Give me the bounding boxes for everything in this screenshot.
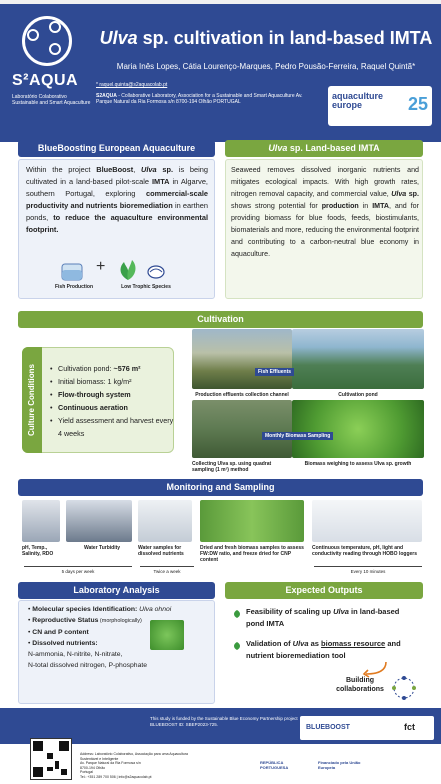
output-text: Validation of (246, 639, 293, 648)
imta-text-h: , and for providing biomass for blue foods, feeds, biostimulants, biomaterials and more, reducing the environmental footprint and contributing to a carbon-neutral blue economy in aquaculture. (231, 202, 419, 258)
funding-logos (300, 716, 434, 740)
aquaculture-europe-logo (328, 86, 432, 126)
fct-logo: fct (404, 722, 415, 732)
eu-funding-logo: Financiado pela União Europeia (318, 760, 361, 770)
tag-monthly-sampling: Monthly Biomass Sampling (262, 432, 333, 440)
network-dots-icon (392, 676, 416, 700)
photo-water-samples (138, 500, 192, 542)
freq-10min: Every 10 minutes (350, 569, 386, 574)
bb-text-b: BlueBoost (96, 165, 134, 174)
condition-text: Yield assessment and harvest every 4 weeks (58, 416, 174, 438)
bivalve-icon (146, 262, 166, 280)
logo-name: S²AQUA (12, 72, 79, 89)
outputs-heading: Expected Outputs (225, 582, 423, 599)
photo-ulva-microscope (150, 620, 184, 650)
blueboost-logo: BLUEBOOST (306, 724, 350, 731)
output-italic: Ulva (292, 639, 309, 648)
low-trophic-label: Low Trophic Species (121, 284, 171, 290)
logo-subtitle: Laboratório Colaborativo Sustainable and Smart Aquaculture (12, 94, 91, 106)
cultivation-heading: Cultivation (18, 311, 423, 328)
logo-node-icon (27, 29, 39, 41)
imta-text-b: Ulva (391, 190, 407, 198)
imta-heading-italic: Ulva (268, 143, 288, 153)
output-text: Feasibility of scaling up (246, 607, 334, 616)
lab-item: • CN and P content (28, 629, 89, 636)
bb-text-g: IMTA (151, 177, 170, 186)
condition-bold: ~576 m² (113, 364, 141, 373)
s2aqua-logo-icon (22, 16, 72, 66)
building-collaborations: Building collaborations (336, 677, 384, 693)
condition-item (50, 414, 174, 440)
bb-text-i: commercial-scale productivity and nutrients bioremediation (26, 189, 208, 210)
condition-bold: Flow-through system (58, 390, 131, 399)
photo-biomass-samples (200, 500, 304, 542)
affiliation-name: S2AQUA (96, 93, 117, 99)
imta-text-g: IMTA (372, 202, 389, 210)
cap-hobo: Continuous temperature, pH, light and conductivity reading through HOBO loggers (312, 545, 418, 557)
bb-text-j: in earthen ponds, (26, 201, 208, 222)
fish-production-label: Fish Production (54, 284, 94, 290)
imta-text-d: shows strong potential for (231, 202, 322, 210)
poster-title (96, 28, 436, 49)
photo-effluents-channel (192, 329, 292, 389)
output-underline: biomass resource (321, 639, 386, 648)
condition-text: Initial biomass: 1 kg/m² (58, 377, 132, 386)
cap-cultivation-pond: Cultivation pond (338, 392, 378, 398)
lab-item: • Molecular species Identification: Ulva ohnoi (28, 606, 172, 613)
conf-logo-line1: aquaculture (332, 91, 384, 101)
photo-cultivation-pond (292, 329, 424, 389)
condition-text: Cultivation pond: (58, 364, 114, 373)
imta-text-a: Seaweed removes dissolved inorganic nutrients and mitigates ecological impacts. With high growth rates, nitrogen removal capacity, and commercial value, (231, 166, 419, 198)
freq-line-3 (314, 566, 422, 567)
republica-logo: REPÚBLICA PORTUGUESA (260, 760, 289, 770)
bb-text-d: Ulva (141, 165, 157, 174)
imta-text-c: sp. (406, 190, 419, 198)
lab-list (28, 604, 218, 671)
condition-item (50, 375, 174, 388)
culture-conditions-list (50, 362, 174, 440)
leaf-bullet-icon (232, 609, 242, 619)
cap-turbidity: Water Turbidity (83, 545, 121, 551)
imta-text-e: production (321, 202, 359, 210)
cap-water-samples: Water samples for dissolved nutrients (138, 545, 184, 557)
blueboosting-text (26, 164, 208, 236)
imta-text-f: in (358, 202, 373, 210)
culture-conditions-sidebar (22, 347, 42, 453)
imta-heading-rest: sp. Land-based IMTA (287, 143, 380, 153)
lab-item-rest: (morphologically) (98, 618, 142, 624)
conf-logo-number: 25 (407, 94, 428, 114)
freq-line-1 (24, 566, 132, 567)
output-item-2 (246, 638, 422, 662)
contact-info: Address: Laboratório Colaborativo, Associação para uma Aquacultura Sustentável e Inteligente Av. Parque Natural da Ria Formosa s/n 8700-194 Olhão Portugal Tel.: +351 289 700 506 | info@s2aquacolab.pt (80, 752, 188, 779)
header-banner (0, 0, 441, 142)
lab-item-bold: Reproductive Status (32, 617, 99, 624)
fish-tank-icon (60, 260, 84, 282)
freq-twice: Twice a week (153, 569, 181, 574)
output-text: in land-based pond IMTA (246, 607, 400, 628)
bb-text-f: is being cultivated in a land-based pilot-scale (26, 165, 209, 186)
title-rest: sp. cultivation in land-based IMTA (137, 28, 433, 48)
condition-item (50, 388, 174, 401)
top-strip (0, 0, 441, 4)
photo-quadrat-sampling (192, 400, 292, 458)
output-item-1 (246, 606, 416, 630)
freq-line-2 (140, 566, 194, 567)
cap-quadrat-sampling: Collecting Ulva sp. using quadrat sampling (1 m²) method (192, 461, 272, 473)
lab-item: • Reproductive Status (morphologically) (28, 617, 142, 624)
imta-text (231, 164, 419, 260)
output-text: as (308, 639, 322, 648)
output-italic: Ulva (333, 607, 349, 616)
bb-text-a: Within the project (26, 165, 97, 174)
condition-bold: Continuous aeration (58, 403, 128, 412)
culture-conditions-label: Culture Conditions (27, 364, 36, 436)
authors: Maria Inês Lopes, Cátia Lourenço-Marques, Pedro Pousão-Ferreira, Raquel Quintã* (116, 62, 416, 71)
photo-biomass-weighing (292, 400, 424, 458)
affiliation (96, 93, 306, 105)
imta-heading (225, 140, 423, 157)
seaweed-icon (116, 258, 140, 282)
qr-code[interactable] (30, 738, 72, 780)
output-text: and nutrient bioremediation tool (246, 639, 401, 660)
funding-note: This study is funded by the Sustainable Blue Economy Partnership project BLUEBOOST ID: SBEP2023-725. (150, 716, 298, 727)
blueboosting-heading: BlueBoosting European Aquaculture (18, 140, 215, 157)
bb-text-e: sp. (156, 165, 174, 174)
affiliation-text: - Collaborative Laboratory, Association for a Sustainable and Smart Aquaculture Av. Parque Natural da Ria Formosa s/n 8700-194 Olhão PORTUGAL (96, 93, 303, 105)
bb-text-h: in Algarve, southern Portugal, exploring (26, 177, 208, 198)
cap-probe: pH, Temp., Salinity, RDO (22, 545, 54, 557)
lab-item-bold: CN and P content (32, 629, 89, 636)
lab-item: • Dissolved nutrients: (28, 640, 98, 647)
condition-item (50, 362, 174, 375)
title-italic: Ulva (99, 28, 138, 48)
lab-heading: Laboratory Analysis (18, 582, 215, 599)
photo-hobo-loggers (312, 500, 422, 542)
logo-node-icon (49, 21, 61, 33)
lab-item-bold: Dissolved nutrients: (32, 640, 98, 647)
conf-logo-text (332, 92, 383, 110)
cap-biomass-weighing: Biomass weighing to assess Ulva sp. growth (304, 461, 412, 467)
lab-item-line: N-ammonia, N-nitrite, N-nitrate, (28, 651, 123, 658)
leaf-bullet-icon (232, 641, 242, 651)
plus-sign: + (96, 258, 106, 275)
conf-logo-line2: europe (332, 100, 363, 110)
lab-item-line: N-total dissolved nitrogen, P-phosphate (28, 662, 148, 669)
email-link[interactable]: * raquel.quinta@s2aquacolab.pt (96, 82, 168, 88)
photo-turbidity-meter (66, 500, 132, 542)
cap-biomass-samples: Dried and fresh biomass samples to assess FW:DW ratio, and freeze dried for CNP content (200, 545, 304, 563)
bb-text-k: to reduce the aquaculture environmental footprint. (26, 213, 208, 234)
lab-item-bold: Molecular species Identification: (32, 606, 140, 613)
bb-text-c: , (133, 165, 142, 174)
condition-item (50, 401, 174, 414)
logo-node-icon (49, 43, 61, 55)
tag-fish-effluents: Fish Effluents (255, 368, 294, 376)
freq-5days: 5 days per week (61, 569, 95, 574)
cap-effluents-channel: Production effluents collection channel (195, 392, 289, 398)
lab-item-italic: Ulva ohnoi (139, 606, 172, 613)
monitoring-heading: Monitoring and Sampling (18, 479, 423, 496)
photo-multiparameter-probe (22, 500, 60, 542)
